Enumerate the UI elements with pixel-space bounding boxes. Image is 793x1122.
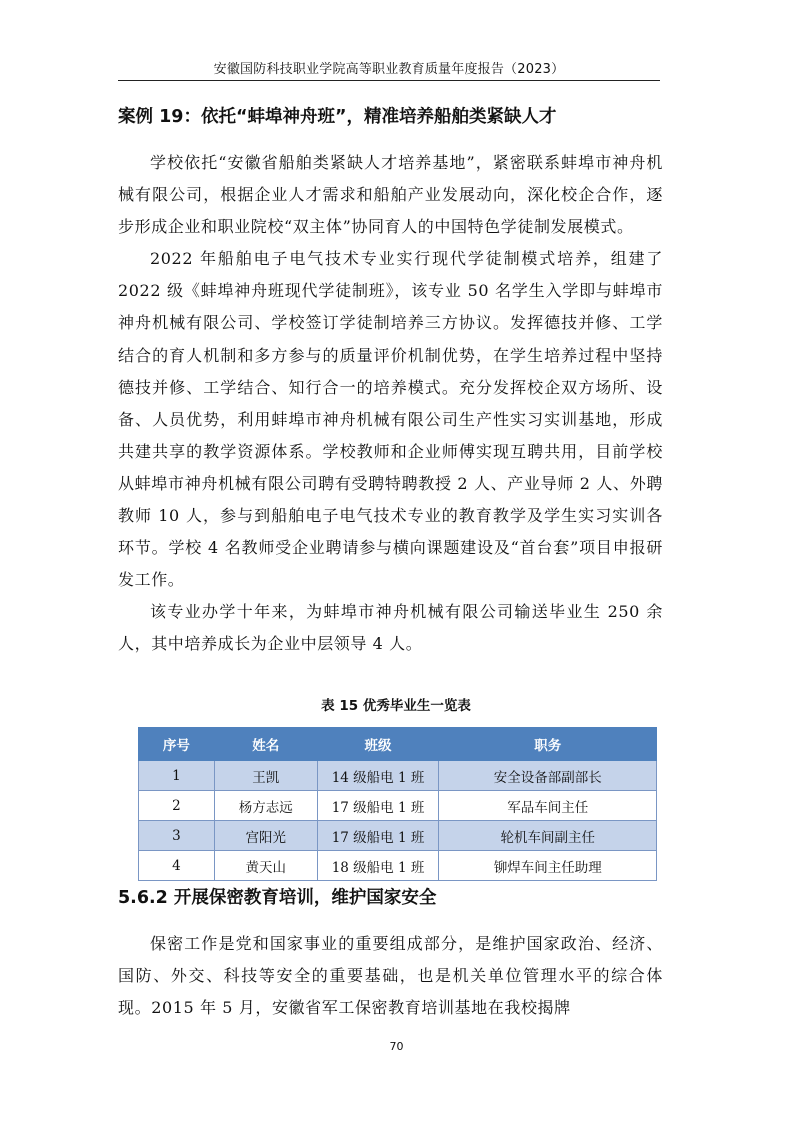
header-position: 职务 <box>439 728 657 761</box>
case-body <box>118 147 663 661</box>
cell-class: 18 级船电 1 班 <box>317 851 439 881</box>
cell-class: 14 级船电 1 班 <box>317 761 439 791</box>
header-index: 序号 <box>139 728 215 761</box>
cell-class: 17 级船电 1 班 <box>317 791 439 821</box>
table-row <box>139 791 657 821</box>
table-row <box>139 821 657 851</box>
cell-index: 2 <box>139 791 215 821</box>
section-body <box>118 928 663 1024</box>
cell-index: 4 <box>139 851 215 881</box>
cell-class: 17 级船电 1 班 <box>317 821 439 851</box>
case-paragraph-3: 该专业办学十年来，为蚌埠市神舟机械有限公司输送毕业生 250 余人，其中培养成长为企业中层领导 4 人。 <box>118 602 663 654</box>
graduates-table <box>138 727 657 881</box>
cell-position: 军品车间主任 <box>439 791 657 821</box>
case-title: 案例 19：依托“蚌埠神舟班”，精准培养船舶类紧缺人才 <box>118 107 557 127</box>
header-name: 姓名 <box>214 728 317 761</box>
cell-name: 王凯 <box>214 761 317 791</box>
case-paragraph-2: 2022 年船舶电子电气技术专业实行现代学徒制模式培养，组建了 2022 级《蚌埠神舟班现代学徒制班》，该专业 50 名学生入学即与蚌埠市神舟机械有限公司、学校签订学徒制培养三方协议。发挥德技并修、工学结合的育人机制和多方参与的质量评价机制优势，在学生培养过程中坚持德技并修、工学结合、知行合一的培养模式。充分发挥校企双方场所、设备、人员优势，利用蚌埠市神舟机械有限公司生产性实习实训基地，形成共建共享的教学资源体系。学校教师和企业师傅实现互聘共用，目前学校从蚌埠市神舟机械有限公司聘有受聘特聘教授 2 人、产业导师 2 人、外聘教师 10 人，参与到船舶电子电气技术专业的教育教学及学生实习实训各环节。学校 4 名教师受企业聘请参与横向课题建设及“首台套”项目申报研发工作。 <box>118 249 663 590</box>
case-paragraph-1: 学校依托“安徽省船舶类紧缺人才培养基地”，紧密联系蚌埠市神舟机械有限公司，根据企业人才需求和船舶产业发展动向，深化校企合作，逐步形成企业和职业院校“双主体”协同育人的中国特色学徒制发展模式。 <box>118 153 663 237</box>
page-number: 70 <box>389 1040 404 1053</box>
table-row <box>139 761 657 791</box>
cell-name: 杨方志远 <box>214 791 317 821</box>
running-header: 安徽国防科技职业学院高等职业教育质量年度报告（2023） <box>213 62 565 77</box>
table-row <box>139 851 657 881</box>
header-class: 班级 <box>317 728 439 761</box>
section-heading: 5.6.2 开展保密教育培训，维护国家安全 <box>118 888 437 908</box>
cell-index: 3 <box>139 821 215 851</box>
section-paragraph: 保密工作是党和国家事业的重要组成部分，是维护国家政治、经济、国防、外交、科技等安全的重要基础，也是机关单位管理水平的综合体现。2015 年 5 月，安徽省军工保密教育培训基地在我校揭牌 <box>118 934 663 1018</box>
cell-name: 宫阳光 <box>214 821 317 851</box>
cell-position: 安全设备部副部长 <box>439 761 657 791</box>
header-rule <box>118 80 660 81</box>
cell-position: 轮机车间副主任 <box>439 821 657 851</box>
cell-name: 黄天山 <box>214 851 317 881</box>
table-caption: 表 15 优秀毕业生一览表 <box>321 698 471 714</box>
table-header-row <box>139 728 657 761</box>
cell-position: 铆焊车间主任助理 <box>439 851 657 881</box>
cell-index: 1 <box>139 761 215 791</box>
